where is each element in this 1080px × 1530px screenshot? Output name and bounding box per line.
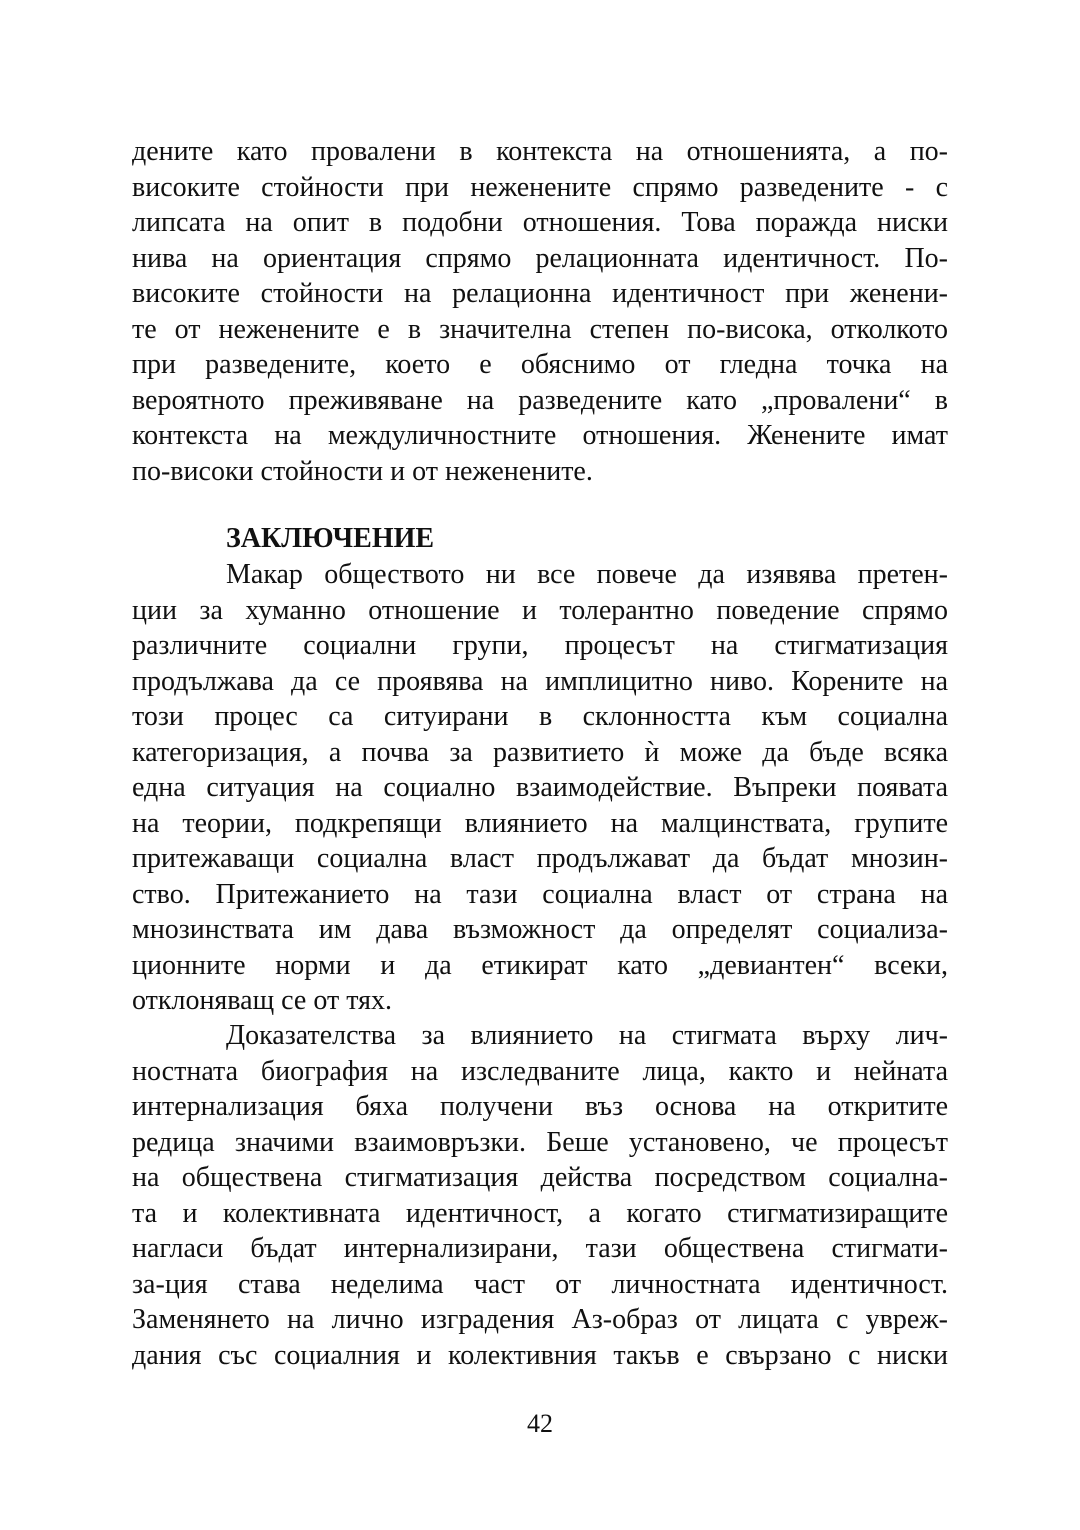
page-number: 42	[527, 1409, 553, 1438]
text-line: вероятното преживяване на разведените като „провалени“ в	[132, 384, 948, 416]
text-line: притежаващи социална власт продължават да бъдат мнозин-	[132, 843, 948, 874]
text-line: за-ция става неделима част от личностната идентичност.	[132, 1268, 948, 1300]
text-line: та и колективната идентичност, а когато стигматизиращите	[132, 1197, 948, 1229]
text-line: при разведените, което е обяснимо от гледна точка на	[132, 349, 948, 380]
text-line: Доказателства за влиянието на стигмата върху лич-	[226, 1020, 948, 1051]
text-line: ционните норми и да етикират като „девиантен“ всеки,	[132, 949, 948, 981]
section-heading: ЗАКЛЮЧЕНИЕ	[226, 523, 435, 554]
text-line: по-високи стойности и от неженените.	[132, 455, 593, 487]
text-line: дания със социалния и колективния такъв е свързано с ниски	[132, 1339, 948, 1371]
text-line: ции за хуманно отношение и толерантно поведение спрямо	[132, 594, 948, 626]
text-line: редица значими взаимовръзки. Беше установено, че процесът	[132, 1126, 948, 1158]
text-line: ство. Притежанието на тази социална власт от страна на	[132, 878, 948, 910]
text-line: мнозинствата им дава възможност да определят социализа-	[132, 914, 948, 945]
text-line: този процес са ситуирани в склонността към социална	[132, 701, 948, 732]
text-line: дените като провалени в контекста на отношенията, а по-	[132, 136, 948, 167]
text-line: продължава да се проявява на имплицитно ниво. Корените на	[132, 665, 948, 697]
text-line: те от неженените е в значителна степен по-висока, отколкото	[132, 313, 948, 345]
text-line: на обществена стигматизация действа посредством социална-	[132, 1162, 948, 1193]
text-line: високите стойности при неженените спрямо разведените - с	[132, 171, 948, 203]
text-line: нагласи бъдат интернализирани, тази обществена стигмати-	[132, 1233, 948, 1264]
text-line: различните социални групи, процесът на стигматизация	[132, 630, 948, 661]
text-line: липсата на опит в подобни отношения. Това поражда ниски	[132, 207, 948, 238]
paragraph-conclusion-2	[132, 1018, 948, 1373]
text-line: интернализация бяха получени въз основа на откритите	[132, 1091, 948, 1122]
text-line: високите стойности на релационна идентичност при женени-	[132, 278, 948, 309]
text-line: нива на ориентация спрямо релационната идентичност. По-	[132, 242, 948, 274]
text-line: Заменянето на лично изградения Аз-образ от лицата с увреж-	[132, 1304, 948, 1335]
text-line: контекста на междуличностните отношения. Женените имат	[132, 420, 948, 451]
text-line: една ситуация на социално взаимодействие. Въпреки появата	[132, 772, 948, 803]
text-line: ностната биография на изследваните лица, както и нейната	[132, 1055, 948, 1087]
paragraph-conclusion-1	[132, 557, 948, 1019]
paragraph-intro	[132, 134, 948, 489]
text-line: на теории, подкрепящи влиянието на малцинствата, групите	[132, 807, 948, 839]
text-line: отклоняващ се от тях.	[132, 985, 392, 1016]
text-line: категоризация, а почва за развитието ѝ може да бъде всяка	[132, 736, 948, 768]
text-line: Макар обществото ни все повече да изявява претен-	[226, 559, 948, 590]
